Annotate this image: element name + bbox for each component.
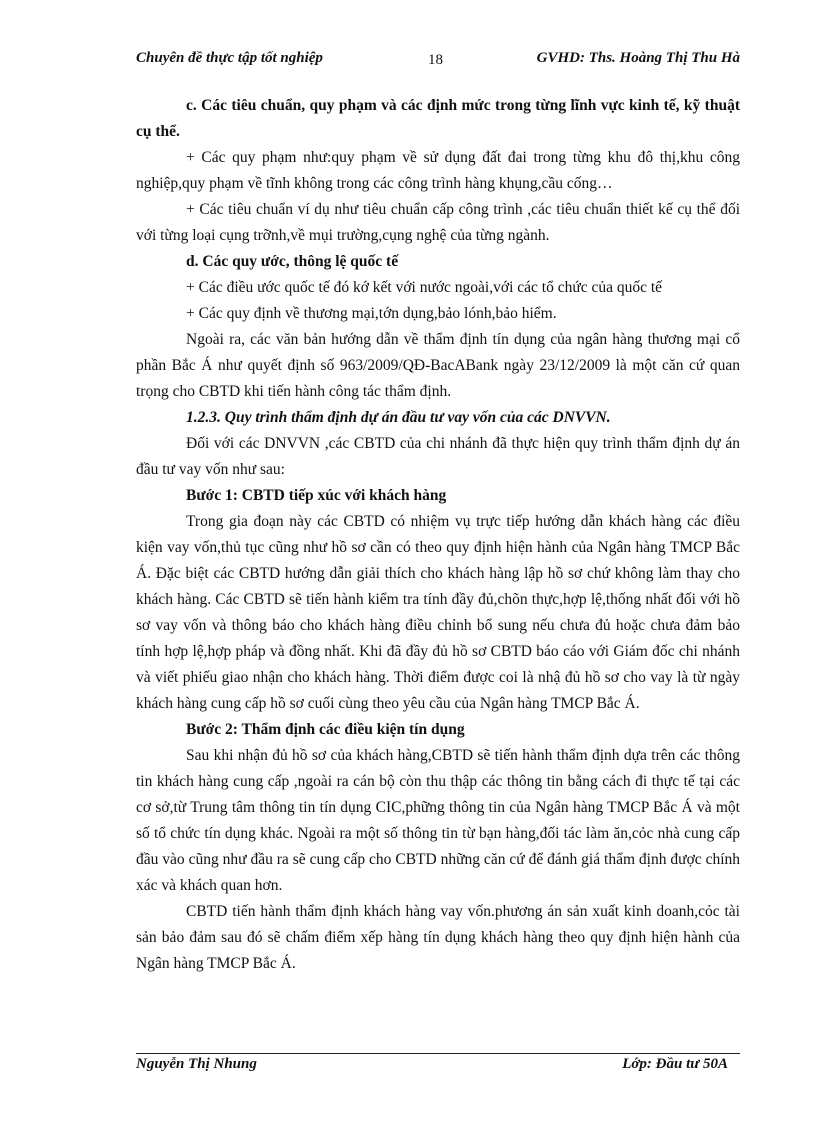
paragraph: + Các điều ước quốc tế đó kớ kết với nước ngoài,với các tổ chức của quốc tế	[186, 279, 663, 296]
paragraph: Ngoài ra, các văn bản hướng dẫn về thẩm định tín dụng của ngân hàng thương mại cổ phần Bắc Á như quyết định số 963/2009/QĐ-BacABank ngày 23/12/2009 là một căn cứ quan trọng cho CBTD khi tiến hành công tác thẩm định.	[136, 331, 740, 400]
paragraph: Trong gia đoạn này các CBTD có nhiệm vụ trực tiếp hướng dẫn khách hàng các điều kiện vay vốn,thủ tục cũng như hồ sơ cần có theo quy định hiện hành của Ngân hàng TMCP Bắc Á. Đặc biệt các CBTD hướng dẫn giải thích cho khách hàng lập hồ sơ chứ không làm thay cho khách hàng. Các CBTD sẽ tiến hành kiểm tra tính đầy đủ,chõn thực,hợp lệ,thống nhất đối với hồ sơ vay vốn và thông báo cho khách hàng điều chỉnh bổ sung nếu chưa đủ hoặc chưa đảm bảo tính hợp lệ,hợp pháp và đồng nhất. Khi đã đầy đủ hồ sơ CBTD báo cáo với Giám đốc chi nhánh và viết phiếu giao nhận cho khách hàng. Thời điểm được coi là nhậ đủ hồ sơ cho vay là từ ngày khách hàng cung cấp hồ sơ cuối cùng theo yêu cầu của Ngân hàng TMCP Bắc Á.	[136, 513, 740, 712]
footer-class: Lớp: Đầu tư 50A	[622, 1056, 728, 1072]
footer-divider	[136, 1053, 740, 1054]
step-1-heading: Bước 1: CBTD tiếp xúc với khách hàng	[186, 487, 447, 504]
heading-d: d. Các quy ước, thông lệ quốc tế	[186, 253, 399, 270]
paragraph: Đối với các DNVVN ,các CBTD của chi nhánh đã thực hiện quy trình thẩm định dự án đầu tư vay vốn như sau:	[136, 435, 740, 478]
page-number: 18	[428, 52, 443, 68]
paragraph: + Các quy phạm như:quy phạm về sử dụng đất đai trong từng khu đô thị,khu công nghiệp,quy phạm về tĩnh không trong các công trình hàng khụng,cầu cống…	[136, 149, 740, 192]
paragraph: + Các quy định về thương mại,tớn dụng,bảo lónh,bảo hiểm.	[186, 305, 557, 322]
step-2-heading: Bước 2: Thẩm định các điều kiện tín dụng	[186, 721, 465, 738]
header-supervisor: GVHD: Ths. Hoàng Thị Thu Hà	[536, 50, 740, 66]
document-body	[136, 93, 740, 977]
section-heading-1-2-3: 1.2.3. Quy trình thẩm định dự án đầu tư vay vốn của các DNVVN.	[186, 409, 611, 426]
paragraph: Sau khi nhận đủ hồ sơ của khách hàng,CBTD sẽ tiến hành thẩm định dựa trên các thông tin khách hàng cung cấp ,ngoài ra cán bộ còn thu thập các thông tin bằng cách đi thực tế tại các cơ sở,từ Trung tâm thông tin tín dụng CIC,phững thông tin của Ngân hàng TMCP Bắc Á và một số tổ chức tín dụng khác. Ngoài ra một số thông tin từ bạn hàng,đối tác làm ăn,cỏc nhà cung cấp đầu vào cũng như đầu ra sẽ cung cấp cho CBTD những căn cứ để đánh giá thẩm định được chính xác và khách quan hơn.	[136, 747, 740, 894]
footer-author: Nguyễn Thị Nhung	[136, 1056, 257, 1072]
page-header	[136, 50, 740, 72]
paragraph: + Các tiêu chuẩn ví dụ như tiêu chuẩn cấp công trình ,các tiêu chuẩn thiết kế cụ thể đối với từng loại cụng trỡnh,về mụi trường,cụng nghệ của từng ngành.	[136, 201, 740, 244]
paragraph: CBTD tiến hành thẩm định khách hàng vay vốn.phương án sản xuất kinh doanh,cỏc tài sản bảo đảm sau đó sẽ chấm điểm xếp hàng tín dụng khách hàng theo quy định hiện hành của Ngân hàng TMCP Bắc Á.	[136, 903, 740, 972]
header-document-title: Chuyên đề thực tập tốt nghiệp	[136, 50, 323, 66]
heading-c: c. Các tiêu chuẩn, quy phạm và các định mức trong từng lĩnh vực kinh tế, kỹ thuật cụ thể.	[136, 97, 740, 140]
page-footer	[136, 1056, 740, 1078]
